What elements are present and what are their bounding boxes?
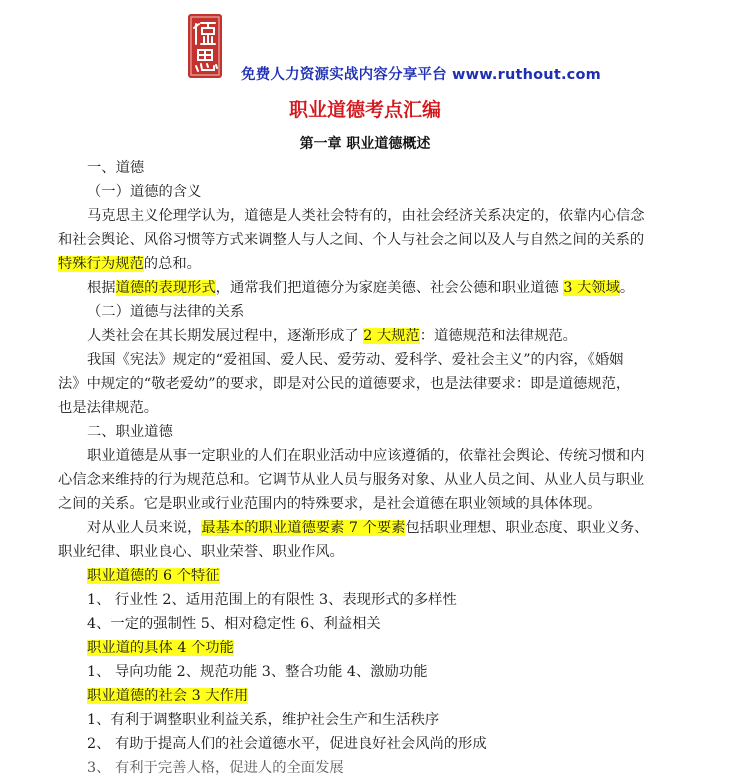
text-segment: 4、一定的强制性 5、相对稳定性 6、利益相关 — [87, 616, 381, 632]
text-segment: 也是法律规范。 — [58, 400, 159, 416]
text-line — [87, 326, 577, 346]
chapter-heading: 第一章 职业道德概述 — [299, 136, 431, 152]
text-line — [58, 230, 644, 250]
text-segment: 3、 有利于完善人格，促进人的全面发展 — [87, 760, 344, 776]
text-line — [58, 494, 601, 514]
text-line — [87, 350, 623, 370]
highlighted-term: 职业道的具体 4 个功能 — [87, 640, 234, 656]
text-line — [87, 422, 173, 442]
text-line — [87, 566, 220, 586]
text-segment: 职业纪律、职业良心、职业荣誉、职业作风。 — [58, 544, 344, 560]
text-line — [87, 686, 248, 706]
text-segment: 心信念来维持的行为规范总和。它调节从业人员与服务对象、从业人员之间、从业人员与职业 — [58, 472, 645, 488]
text-line — [58, 374, 630, 394]
text-line — [87, 710, 439, 730]
text-line — [87, 518, 648, 538]
highlighted-term: 3 大领域 — [563, 280, 620, 296]
text-line — [87, 758, 344, 778]
highlighted-term: 最基本的职业道德要素 7 个要素 — [201, 520, 406, 536]
text-segment: 对从业人员来说， — [87, 520, 202, 536]
text-segment: （一）道德的含义 — [87, 184, 202, 200]
text-segment: 1、 行业性 2、适用范围上的有限性 3、表现形式的多样性 — [87, 592, 457, 608]
site-tagline: 免费人力资源实战内容分享平台 www.ruthout.com — [241, 67, 601, 83]
highlighted-term: 职业道德的 6 个特征 — [87, 568, 220, 584]
text-line — [87, 638, 234, 658]
seal-glyph-icon — [188, 14, 222, 78]
highlighted-term: 特殊行为规范 — [58, 256, 144, 272]
text-segment: 包括职业理想、职业态度、职业义务、 — [405, 520, 649, 536]
text-segment: 职业道德是从事一定职业的人们在职业活动中应该遵循的，依靠社会舆论、传统习惯和内 — [87, 448, 645, 464]
text-segment: ：道德规范和法律规范。 — [419, 328, 577, 344]
text-line — [87, 302, 244, 322]
text-segment: 法》中规定的“敬老爱幼”的要求，即是对公民的道德要求，也是法律要求：即是道德规范， — [58, 376, 631, 392]
text-segment: 根据 — [87, 280, 116, 296]
text-line — [87, 278, 634, 298]
text-line — [58, 254, 201, 274]
text-segment: 1、有利于调整职业利益关系，维护社会生产和生活秩序 — [87, 712, 440, 728]
text-segment: 的总和。 — [143, 256, 201, 272]
text-segment: 一、道德 — [87, 160, 145, 176]
text-segment: 2、 有助于提高人们的社会道德水平，促进良好社会风尚的形成 — [87, 736, 487, 752]
text-line — [87, 206, 645, 226]
text-segment: ，通常我们把道德分为家庭美德、社会公德和职业道德 — [215, 280, 564, 296]
text-line — [58, 398, 158, 418]
text-line — [58, 470, 644, 490]
text-segment: 马克思主义伦理学认为，道德是人类社会特有的，由社会经济关系决定的，依靠内心信念 — [87, 208, 645, 224]
text-segment: 之间的关系。它是职业或行业范围内的特殊要求，是社会道德在职业领域的具体体现。 — [58, 496, 602, 512]
text-segment: （二）道德与法律的关系 — [87, 304, 245, 320]
text-segment: 和社会舆论、风俗习惯等方式来调整人与人之间、个人与社会之间以及人与自然之间的关系的 — [58, 232, 645, 248]
document-title: 职业道德考点汇编 — [288, 99, 441, 121]
text-segment: 人类社会在其长期发展过程中，逐渐形成了 — [87, 328, 364, 344]
text-segment: 。 — [619, 280, 635, 296]
text-line — [58, 542, 344, 562]
text-line — [87, 182, 201, 202]
highlighted-term: 职业道德的社会 3 大作用 — [87, 688, 249, 704]
text-segment: 二、职业道德 — [87, 424, 173, 440]
text-segment: 1、 导向功能 2、规范功能 3、整合功能 4、激励功能 — [87, 664, 428, 680]
text-line — [87, 614, 381, 634]
highlighted-term: 道德的表现形式 — [115, 280, 216, 296]
text-line — [87, 446, 645, 466]
text-segment: 我国《宪法》规定的“爱祖国、爱人民、爱劳动、爱科学、爱社会主义”的内容，《婚姻 — [87, 352, 624, 368]
highlighted-term: 2 大规范 — [363, 328, 420, 344]
text-line — [87, 158, 144, 178]
text-line — [87, 590, 457, 610]
text-line — [87, 734, 487, 754]
ruthout-logo-seal — [188, 14, 222, 78]
text-line — [87, 662, 428, 682]
